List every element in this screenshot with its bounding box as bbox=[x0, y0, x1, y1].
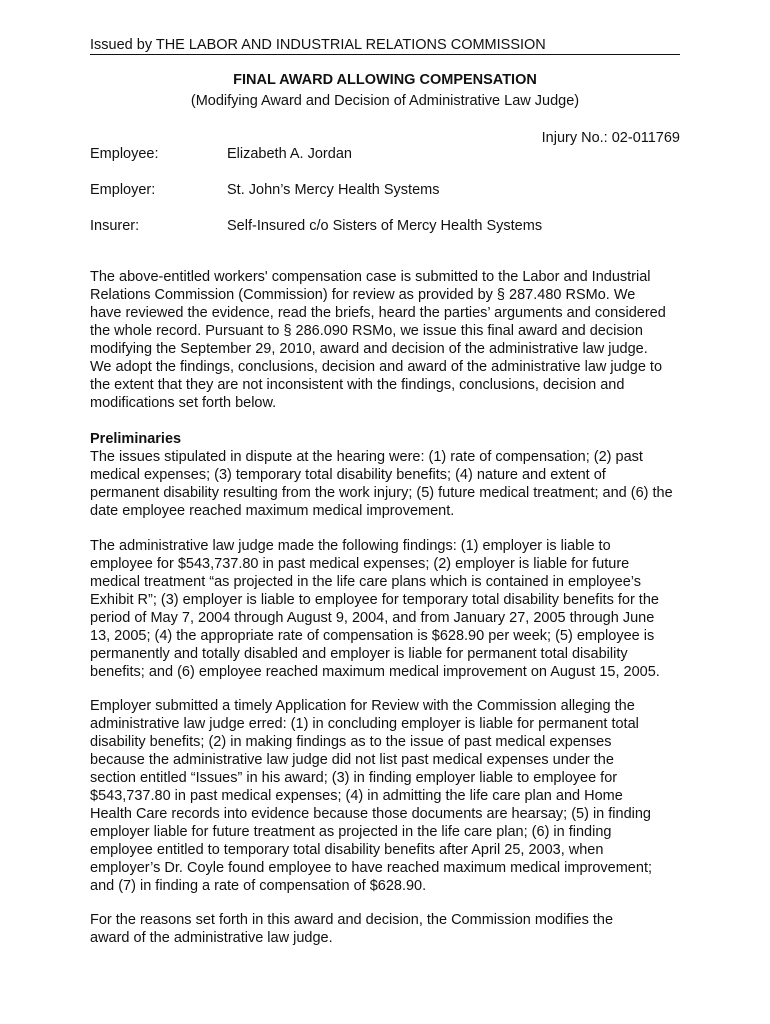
award-subtitle: (Modifying Award and Decision of Administrative Law Judge) bbox=[190, 93, 580, 109]
text-line: The issues stipulated in dispute at the hearing were: (1) rate of compensation; (2) past bbox=[90, 449, 643, 465]
party-value: Self-Insured c/o Sisters of Mercy Health Systems bbox=[227, 218, 543, 234]
text-line: Exhibit R”; (3) employer is liable to employee for temporary total disability benefits for the bbox=[90, 592, 659, 608]
award-title: FINAL AWARD ALLOWING COMPENSATION bbox=[233, 72, 537, 88]
party-label: Insurer: bbox=[90, 218, 140, 234]
text-line: the whole record. Pursuant to § 286.090 RSMo, we issue this final award and decision bbox=[90, 323, 643, 339]
text-line: administrative law judge erred: (1) in concluding employer is liable for permanent total bbox=[90, 716, 639, 732]
text-line: For the reasons set forth in this award and decision, the Commission modifies the bbox=[90, 912, 614, 928]
text-line: and (7) in finding a rate of compensation of $628.90. bbox=[90, 878, 427, 894]
text-line: employee for $543,737.80 in past medical expenses; (2) employer is liable for future bbox=[90, 556, 630, 572]
text-line: have reviewed the evidence, read the briefs, heard the parties’ arguments and considered bbox=[90, 305, 666, 321]
text-line: the extent that they are not inconsistent with the findings, conclusions, decision and bbox=[90, 377, 625, 393]
party-insurer bbox=[90, 217, 690, 235]
findings-paragraph bbox=[90, 537, 702, 681]
text-line: employer liable for future treatment as projected in the life care plan; (6) in finding bbox=[90, 824, 612, 840]
text-line: 13, 2005; (4) the appropriate rate of compensation is $628.90 per week; (5) employee is bbox=[90, 628, 655, 644]
party-value: St. John’s Mercy Health Systems bbox=[227, 182, 440, 198]
party-value: Elizabeth A. Jordan bbox=[227, 146, 352, 162]
text-line: The administrative law judge made the following findings: (1) employer is liable to bbox=[90, 538, 611, 554]
conclusion-paragraph bbox=[90, 911, 702, 947]
text-line: We adopt the findings, conclusions, decision and award of the administrative law judge to bbox=[90, 359, 663, 375]
text-line: date employee reached maximum medical improvement. bbox=[90, 503, 455, 519]
text-line: The above-entitled workers' compensation case is submitted to the Labor and Industrial bbox=[90, 269, 651, 285]
text-line: permanently and totally disabled and employer is liable for permanent total disability bbox=[90, 646, 628, 662]
party-employee bbox=[90, 145, 690, 163]
text-line: award of the administrative law judge. bbox=[90, 930, 333, 946]
text-line: employee entitled to temporary total disability benefits after April 25, 2003, when bbox=[90, 842, 604, 858]
text-line: modifying the September 29, 2010, award and decision of the administrative law judge. bbox=[90, 341, 648, 357]
text-line: section entitled “Issues” in his award; (3) in finding employer liable to employee for bbox=[90, 770, 618, 786]
text-line: Health Care records into evidence because those documents are hearsay; (5) in finding bbox=[90, 806, 651, 822]
preliminaries-paragraph bbox=[90, 448, 702, 520]
text-line: permanent disability resulting from the work injury; (5) future medical treatment; and (6) the bbox=[90, 485, 673, 501]
text-line: medical treatment “as projected in the life care plans which is contained in employee’s bbox=[90, 574, 642, 590]
text-line: benefits; and (6) employee reached maximum medical improvement on August 15, 2005. bbox=[90, 664, 660, 680]
text-line: modifications set forth below. bbox=[90, 395, 277, 411]
text-line: employer’s Dr. Coyle found employee to have reached maximum medical improvement; bbox=[90, 860, 652, 876]
text-line: period of May 7, 2004 through August 9, 2004, and from January 27, 2005 through June bbox=[90, 610, 655, 626]
issuing-body-header: Issued by THE LABOR AND INDUSTRIAL RELATIONS COMMISSION bbox=[90, 37, 680, 55]
text-line: medical expenses; (3) temporary total disability benefits; (4) nature and extent of bbox=[90, 467, 606, 483]
intro-paragraph bbox=[90, 268, 702, 412]
party-employer bbox=[90, 181, 690, 199]
text-line: because the administrative law judge did not list past medical expenses under the bbox=[90, 752, 614, 768]
application-paragraph bbox=[90, 697, 702, 895]
injury-number: Injury No.: 02-011769 bbox=[541, 130, 680, 146]
text-line: Relations Commission (Commission) for review as provided by § 287.480 RSMo. We bbox=[90, 287, 636, 303]
text-line: disability benefits; (2) in making findings as to the issue of past medical expenses bbox=[90, 734, 612, 750]
party-label: Employee: bbox=[90, 146, 159, 162]
party-label: Employer: bbox=[90, 182, 156, 198]
text-line: $543,737.80 in past medical expenses; (4) in admitting the life care plan and Home bbox=[90, 788, 623, 804]
text-line: Employer submitted a timely Application for Review with the Commission alleging the bbox=[90, 698, 635, 714]
preliminaries-heading: Preliminaries bbox=[90, 431, 182, 447]
